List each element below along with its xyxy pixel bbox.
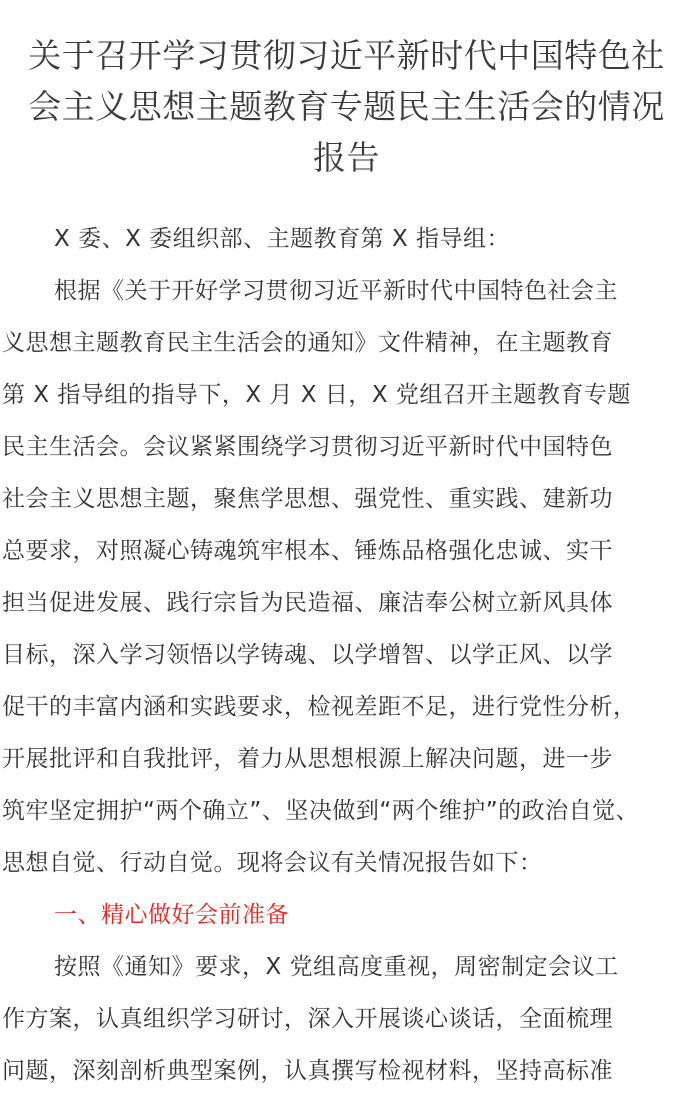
paragraph-line: 民主生活会。会议紧紧围绕学习贯彻习近平新时代中国特色: [2, 434, 613, 460]
paragraph-line: 第 X 指导组的指导下，X 月 X 日，X 党组召开主题教育专题: [2, 382, 631, 408]
document-title: [2, 30, 691, 183]
paragraph-line: 义思想主题教育民主生活会的通知》文件精神，在主题教育: [2, 330, 613, 356]
paragraph-line: 按照《通知》要求，X 党组高度重视，周密制定会议工: [54, 954, 619, 980]
paragraph-line: 思想自觉、行动自觉。现将会议有关情况报告如下：: [2, 850, 543, 876]
section-heading: 一、精心做好会前准备: [54, 902, 289, 928]
paragraph-line: 开展批评和自我批评，着力从思想根源上解决问题，进一步: [2, 746, 613, 772]
document-body: [2, 213, 691, 1097]
paragraph-line: 筑牢坚定拥护“两个确立”、坚决做到“两个维护”的政治自觉、: [2, 798, 640, 824]
paragraph-preparation: [2, 941, 691, 1097]
paragraph-line: 担当促进发展、践行宗旨为民造福、廉洁奉公树立新风具体: [2, 590, 613, 616]
paragraph-intro: [2, 265, 691, 889]
paragraph-line: 总要求，对照凝心铸魂筑牢根本、锤炼品格强化忠诚、实干: [2, 538, 613, 564]
title-line: 关于召开学习贯彻习近平新时代中国特色社: [28, 36, 665, 75]
paragraph-line: 目标，深入学习领悟以学铸魂、以学增智、以学正风、以学: [2, 642, 613, 668]
paragraph-line: 作方案，认真组织学习研讨，深入开展谈心谈话，全面梳理: [2, 1006, 613, 1032]
title-line: 会主义思想主题教育专题民主生活会的情况: [28, 87, 665, 126]
paragraph-line: 社会主义思想主题，聚焦学思想、强党性、重实践、建新功: [2, 486, 613, 512]
salutation: X 委、X 委组织部、主题教育第 X 指导组：: [54, 226, 511, 252]
paragraph-line: 问题，深刻剖析典型案例，认真撰写检视材料，坚持高标准: [2, 1058, 613, 1084]
paragraph-line: 根据《关于开好学习贯彻习近平新时代中国特色社会主: [54, 278, 618, 304]
title-line: 报告: [313, 138, 380, 177]
paragraph-line: 促干的丰富内涵和实践要求，检视差距不足，进行党性分析，: [2, 694, 637, 720]
